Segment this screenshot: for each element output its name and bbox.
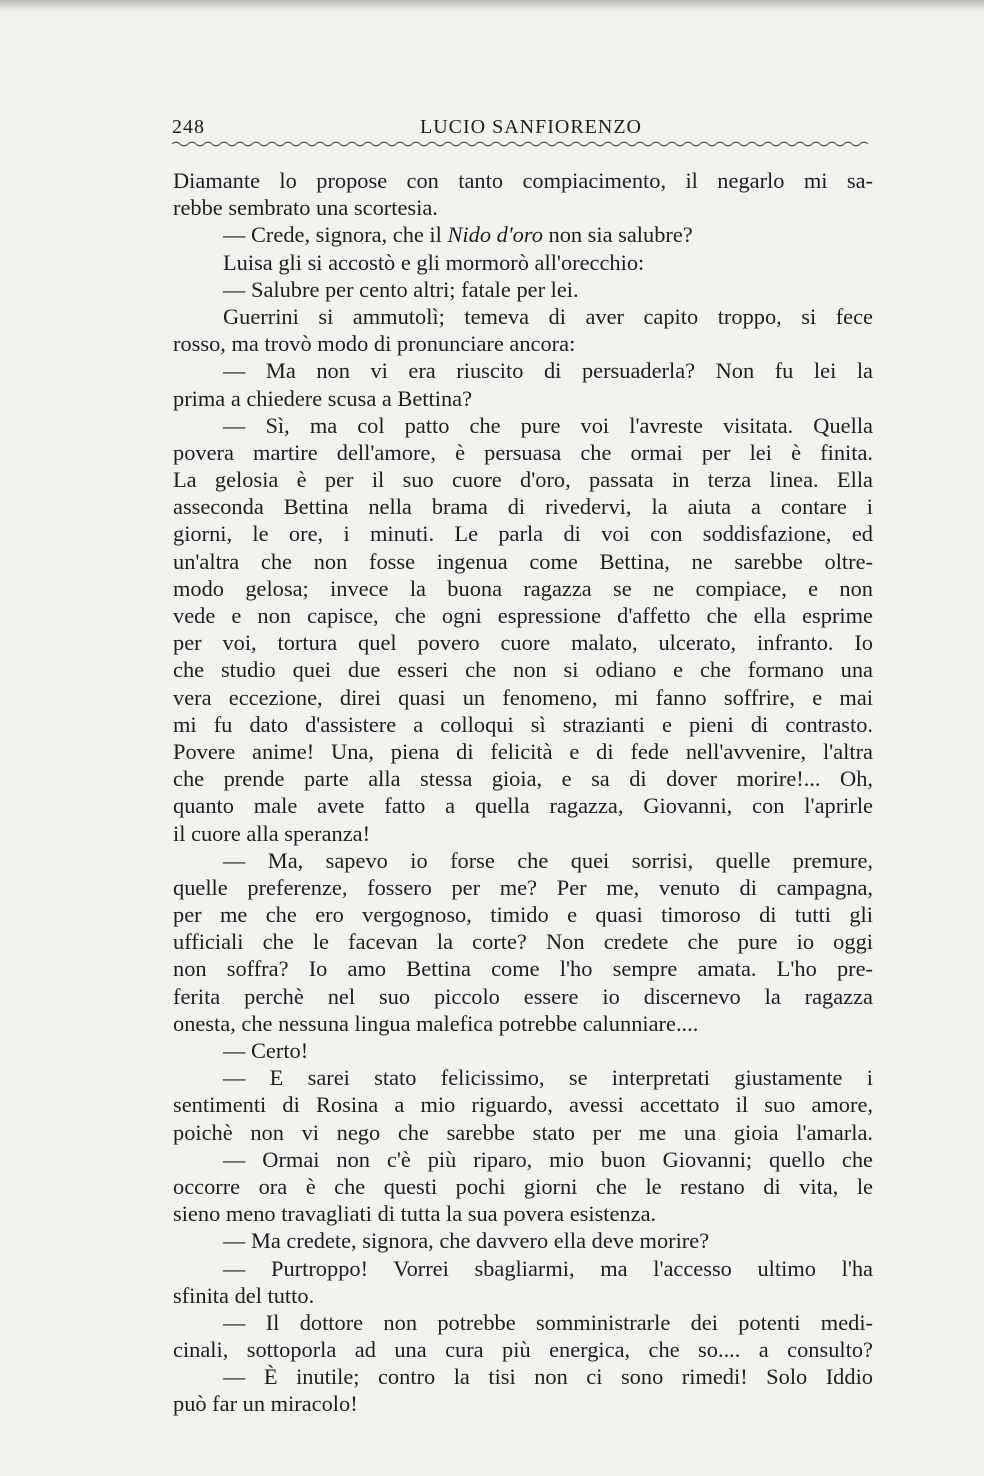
text-line: La gelosia è per il suo cuore d'oro, passata in terza linea. Ella: [173, 467, 873, 493]
text-line: asseconda Bettina nella brama di rivedervi, la aiuta a contare i: [173, 494, 873, 520]
text-line-end: non sia salubre?: [548, 222, 693, 248]
text-line: modo gelosa; invece la buona ragazza se ne compiace, e non: [173, 575, 873, 601]
text-line: povera martire dell'amore, è persuasa che ormai per lei è finita.: [173, 439, 873, 465]
text-line: — Salubre per cento altri; fatale per lei.: [223, 276, 579, 302]
text-line: Povere anime! Una, piena di felicità e di fede nell'avvenire, l'altra: [173, 738, 873, 764]
text-line: un'altra che non fosse ingenua come Bettina, ne sarebbe oltre-: [173, 548, 873, 574]
text-line: vera eccezione, direi quasi un fenomeno, mi fanno soffrire, e mai: [173, 684, 873, 710]
text-line: [173, 221, 873, 248]
text-line: giorni, le ore, i minuti. Le parla di voi con soddisfazione, ed: [173, 521, 873, 547]
text-line-start: — Crede, signora, che il: [223, 222, 442, 248]
text-line: che studio quei due esseri che non si odiano e che formano una: [173, 657, 873, 683]
text-line: il cuore alla speranza!: [173, 820, 371, 846]
text-line: occorre ora è che questi pochi giorni che le restano di vita, le: [173, 1173, 873, 1199]
text-line: — Sì, ma col patto che pure voi l'avreste visitata. Quella: [223, 412, 873, 438]
text-line: non soffra? Io amo Bettina come l'ho sempre amata. L'ho pre-: [173, 956, 873, 982]
text-line: — Purtroppo! Vorrei sbagliarmi, ma l'accesso ultimo l'ha: [223, 1255, 873, 1281]
page-number: 248: [172, 116, 205, 138]
text-line: — Certo!: [223, 1038, 309, 1063]
text-line: — È inutile; contro la tisi non ci sono rimedi! Solo Iddio: [223, 1364, 873, 1390]
text-line: — Ma, sapevo io forse che quei sorrisi, quelle premure,: [223, 847, 873, 873]
text-line: rebbe sembrato una scortesia.: [173, 195, 438, 221]
text-line: Luisa gli si accostò e gli mormorò all'orecchio:: [223, 249, 645, 275]
text-line: rosso, ma trovò modo di pronunciare ancora:: [173, 331, 576, 357]
text-line: prima a chiedere scusa a Bettina?: [173, 385, 473, 411]
text-line: poichè non vi nego che sarebbe stato per me una gioia l'amarla.: [173, 1119, 873, 1145]
text-line: onesta, che nessuna lingua malefica potrebbe calunniare....: [173, 1010, 699, 1036]
text-line: mi fu dato d'assistere a colloqui sì strazianti e pieni di contrasto.: [173, 711, 873, 737]
text-line: — Ma credete, signora, che davvero ella deve morire?: [223, 1228, 710, 1254]
text-line: sfinita del tutto.: [173, 1282, 315, 1308]
text-line: ufficiali che le facevan la corte? Non credete che pure io oggi: [173, 929, 873, 955]
text-line: vede e non capisce, che ogni espressione d'affetto che ella esprime: [173, 603, 873, 628]
text-line: — Il dottore non potrebbe somministrarle dei potenti medi-: [223, 1309, 873, 1335]
running-title: LUCIO SANFIORENZO: [420, 116, 642, 138]
text-line: che prende parte alla stessa gioia, e sa di dover morire!... Oh,: [173, 766, 873, 792]
text-line: per me che ero vergognoso, timido e quasi timoroso di tutti gli: [173, 902, 873, 928]
text-line: Diamante lo propose con tanto compiacimento, il negarlo mi sa-: [173, 168, 873, 193]
text-line: cinali, sottoporla ad una cura più energica, che so.... a consulto?: [173, 1337, 873, 1363]
text-line: quanto male avete fatto a quella ragazza, Giovanni, con l'aprirle: [173, 793, 873, 819]
text-line: può far un miracolo!: [173, 1391, 358, 1417]
text-line: Guerrini si ammutolì; temeva di aver capito troppo, si fece: [223, 303, 873, 329]
text-line: ferita perchè nel suo piccolo essere io discernevo la ragazza: [173, 983, 873, 1009]
text-line: quelle preferenze, fossero per me? Per me, venuto di campagna,: [173, 874, 873, 900]
text-line: — E sarei stato felicissimo, se interpretati giustamente i: [223, 1065, 873, 1091]
text-line: — Ma non vi era riuscito di persuaderla? Non fu lei la: [223, 358, 873, 384]
text-line: — Ormai non c'è più riparo, mio buon Giovanni; quello che: [223, 1146, 873, 1172]
header-wavy-rule: [172, 138, 872, 150]
body-text: [173, 167, 873, 1418]
page-edge-shadow: [0, 0, 984, 12]
text-line: sieno meno travagliati di tutta la sua povera esistenza.: [173, 1201, 657, 1227]
text-line: sentimenti di Rosina a mio riguardo, avessi accettato il suo amore,: [173, 1092, 873, 1118]
text-line: per voi, tortura quel povero cuore malato, ulcerato, infranto. Io: [173, 630, 873, 656]
italic-title: Nido d'oro: [447, 222, 543, 248]
